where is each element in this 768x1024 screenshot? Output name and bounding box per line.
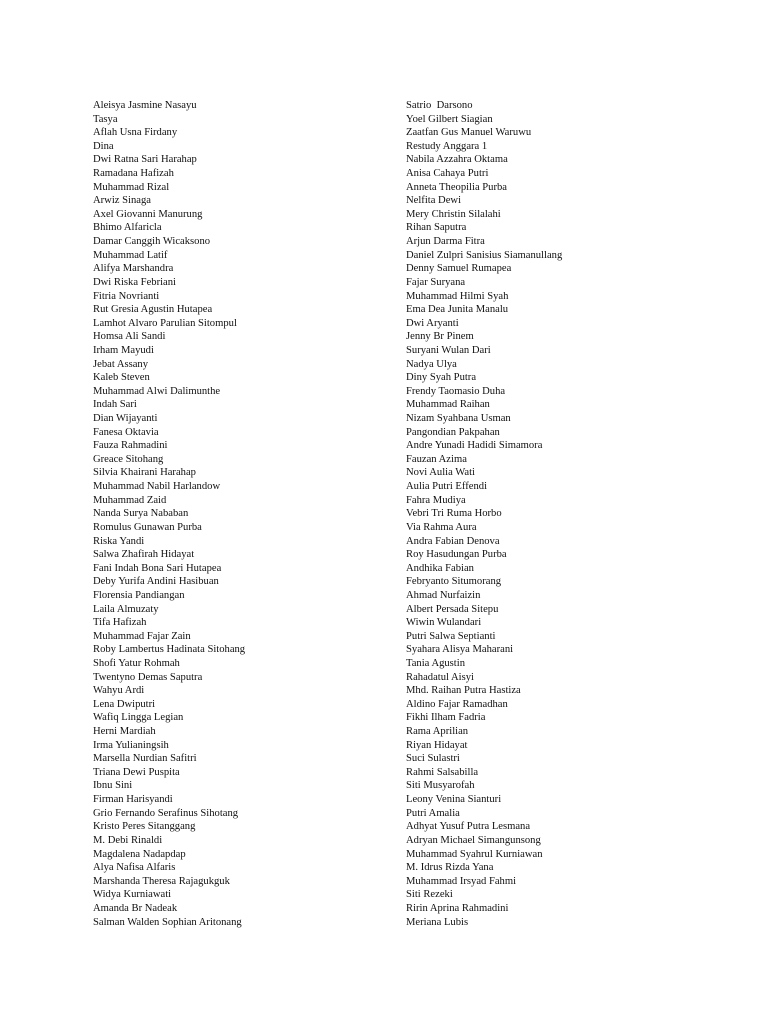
name-entry: Pangondian Pakpahan	[406, 426, 500, 438]
name-entry: Twentyno Demas Saputra	[93, 671, 203, 683]
name-entry: Adhyat Yusuf Putra Lesmana	[406, 821, 531, 833]
name-entry: Nanda Surya Nababan	[93, 508, 189, 520]
name-entry: Fani Indah Bona Sari Hutapea	[93, 562, 222, 574]
name-entry: Zaatfan Gus Manuel Waruwu	[406, 127, 532, 139]
name-entry: Rahmi Salsabilla	[406, 766, 479, 778]
name-entry: Salman Walden Sophian Aritonang	[93, 916, 242, 928]
name-list-left-column	[93, 99, 393, 929]
name-entry: Putri Salwa Septianti	[406, 630, 496, 642]
name-entry: Muhammad Raihan	[406, 399, 490, 411]
name-entry: Riyan Hidayat	[406, 739, 468, 751]
name-entry: Lamhot Alvaro Parulian Sitompul	[93, 317, 237, 329]
name-entry: Roby Lambertus Hadinata Sitohang	[93, 644, 246, 656]
name-entry: Fanesa Oktavia	[93, 426, 159, 438]
name-entry: Wiwin Wulandari	[406, 617, 482, 629]
name-entry: Novi Aulia Wati	[406, 467, 475, 479]
name-entry: Dian Wijayanti	[93, 413, 158, 425]
name-entry: Magdalena Nadapdap	[93, 848, 186, 860]
name-entry: Riska Yandi	[93, 535, 145, 547]
name-entry: Satrio Darsono	[406, 100, 473, 111]
name-entry: Nelfita Dewi	[406, 195, 462, 207]
name-entry: Vebri Tri Ruma Horbo	[406, 508, 502, 520]
name-entry: Marshanda Theresa Rajagukguk	[93, 875, 230, 887]
name-entry: Irma Yulianingsih	[93, 739, 169, 751]
name-entry: Deby Yurifa Andini Hasibuan	[93, 576, 219, 588]
name-entry: Siti Rezeki	[406, 889, 453, 901]
name-entry: Ema Dea Junita Manalu	[406, 304, 509, 316]
name-entry: Andre Yunadi Hadidi Simamora	[406, 440, 543, 452]
name-entry: Muhammad Irsyad Fahmi	[406, 875, 517, 887]
name-entry: Muhammad Rizal	[93, 181, 170, 193]
name-entry: Adryan Michael Simangunsong	[406, 834, 541, 846]
name-entry: Arjun Darma Fitra	[406, 236, 485, 248]
name-entry: Dwi Ratna Sari Harahap	[93, 154, 197, 166]
name-entry: Nabila Azzahra Oktama	[406, 154, 508, 166]
name-entry: Muhammad Alwi Dalimunthe	[93, 385, 221, 397]
name-entry: Kaleb Steven	[93, 372, 150, 384]
name-entry: Jenny Br Pinem	[406, 331, 474, 343]
name-entry: Mery Christin Silalahi	[406, 208, 501, 220]
name-entry: Silvia Khairani Harahap	[93, 467, 196, 479]
name-entry: Roy Hasudungan Purba	[406, 549, 507, 561]
name-entry: Nadya Ulya	[406, 358, 457, 370]
name-entry: Nizam Syahbana Usman	[406, 413, 511, 425]
name-entry: Diny Syah Putra	[406, 372, 477, 384]
name-entry: M. Idrus Rizda Yana	[406, 862, 494, 874]
name-entry: Aleisya Jasmine Nasayu	[93, 100, 197, 111]
name-entry: Alya Nafisa Alfaris	[93, 862, 176, 874]
name-entry: Tasya	[93, 113, 118, 125]
name-entry: Muhammad Zaid	[93, 494, 167, 506]
name-entry: Ramadana Hafizah	[93, 168, 174, 180]
name-entry: Widya Kurniawati	[93, 889, 172, 901]
name-entry: Suryani Wulan Dari	[406, 344, 491, 356]
name-entry: Syahara Alisya Maharani	[406, 644, 514, 656]
name-entry: Grio Fernando Serafinus Sihotang	[93, 807, 239, 819]
name-entry: Denny Samuel Rumapea	[406, 263, 512, 275]
name-entry: Damar Canggih Wicaksono	[93, 236, 211, 248]
name-entry: Arwiz Sinaga	[93, 195, 151, 207]
name-entry: Tifa Hafizah	[93, 617, 147, 629]
name-entry: Aflah Usna Firdany	[93, 127, 178, 139]
name-entry: Andhika Fabian	[406, 562, 474, 574]
name-entry: Meriana Lubis	[406, 916, 469, 928]
name-entry: Wafiq Lingga Legian	[93, 712, 184, 724]
name-entry: Muhammad Hilmi Syah	[406, 290, 509, 302]
name-entry: Dina	[93, 140, 114, 152]
name-entry: Aulia Putri Effendi	[406, 481, 488, 493]
name-entry: Via Rahma Aura	[406, 521, 477, 533]
name-entry: Albert Persada Sitepu	[406, 603, 499, 615]
name-list-right-column	[406, 99, 726, 929]
name-entry: Daniel Zulpri Sanisius Siamanullang	[406, 249, 563, 261]
name-entry: Dwi Riska Febriani	[93, 276, 176, 288]
name-entry: Rihan Saputra	[406, 222, 467, 234]
name-entry: Leony Venina Sianturi	[406, 794, 502, 806]
name-entry: Ririn Aprina Rahmadini	[406, 902, 509, 914]
name-entry: Rama Aprilian	[406, 726, 469, 738]
name-entry: Bhimo Alfaricla	[93, 222, 162, 234]
name-entry: Ibnu Sini	[93, 780, 133, 792]
name-entry: Anisa Cahaya Putri	[406, 168, 489, 180]
name-entry: Mhd. Raihan Putra Hastiza	[406, 685, 521, 697]
name-entry: Florensia Pandiangan	[93, 589, 185, 601]
name-entry: Muhammad Fajar Zain	[93, 630, 191, 642]
name-entry: Febryanto Situmorang	[406, 576, 502, 588]
name-entry: Aldino Fajar Ramadhan	[406, 698, 508, 710]
name-entry: Firman Harisyandi	[93, 794, 173, 806]
name-entry: Rahadatul Aisyi	[406, 671, 474, 683]
name-entry: Laila Almuzaty	[93, 603, 159, 615]
name-entry: Muhammad Syahrul Kurniawan	[406, 848, 543, 860]
name-entry: Ahmad Nurfaizin	[406, 589, 481, 601]
name-entry: Greace Sitohang	[93, 453, 164, 465]
name-entry: Alifya Marshandra	[93, 263, 174, 275]
name-entry: Lena Dwiputri	[93, 698, 156, 710]
name-entry: Irham Mayudi	[93, 344, 154, 356]
name-entry: Fauza Rahmadini	[93, 440, 168, 452]
name-entry: Romulus Gunawan Purba	[93, 521, 202, 533]
name-entry: Andra Fabian Denova	[406, 535, 500, 547]
name-entry: Fikhi Ilham Fadria	[406, 712, 486, 724]
name-entry: Triana Dewi Puspita	[93, 766, 180, 778]
name-entry: Suci Sulastri	[406, 753, 460, 765]
name-entry: Restudy Anggara 1	[406, 140, 488, 152]
name-entry: M. Debi Rinaldi	[93, 834, 163, 846]
name-entry: Jebat Assany	[93, 358, 149, 370]
name-entry: Herni Mardiah	[93, 726, 156, 738]
name-entry: Putri Amalia	[406, 807, 460, 819]
name-entry: Fitria Novrianti	[93, 290, 160, 302]
name-entry: Wahyu Ardi	[93, 685, 145, 697]
name-entry: Tania Agustin	[406, 657, 465, 669]
name-entry: Rut Gresia Agustin Hutapea	[93, 304, 213, 316]
name-entry: Shofi Yatur Rohmah	[93, 657, 180, 669]
name-entry: Anneta Theopilia Purba	[406, 181, 508, 193]
name-entry: Muhammad Nabil Harlandow	[93, 481, 221, 493]
name-entry: Dwi Aryanti	[406, 317, 459, 329]
name-entry: Kristo Peres Sitanggang	[93, 821, 196, 833]
name-entry: Marsella Nurdian Safitri	[93, 753, 197, 765]
name-entry: Axel Giovanni Manurung	[93, 208, 203, 220]
name-entry: Amanda Br Nadeak	[93, 902, 178, 914]
name-entry: Frendy Taomasio Duha	[406, 385, 506, 397]
name-entry: Yoel Gilbert Siagian	[406, 113, 493, 125]
name-entry: Fauzan Azima	[406, 453, 467, 465]
name-entry: Muhammad Latif	[93, 249, 168, 261]
name-entry: Siti Musyarofah	[406, 780, 475, 792]
name-entry: Indah Sari	[93, 399, 137, 411]
name-entry: Homsa Ali Sandi	[93, 331, 166, 343]
name-entry: Salwa Zhafirah Hidayat	[93, 549, 195, 561]
name-entry: Fahra Mudiya	[406, 494, 466, 506]
name-entry: Fajar Suryana	[406, 276, 466, 288]
